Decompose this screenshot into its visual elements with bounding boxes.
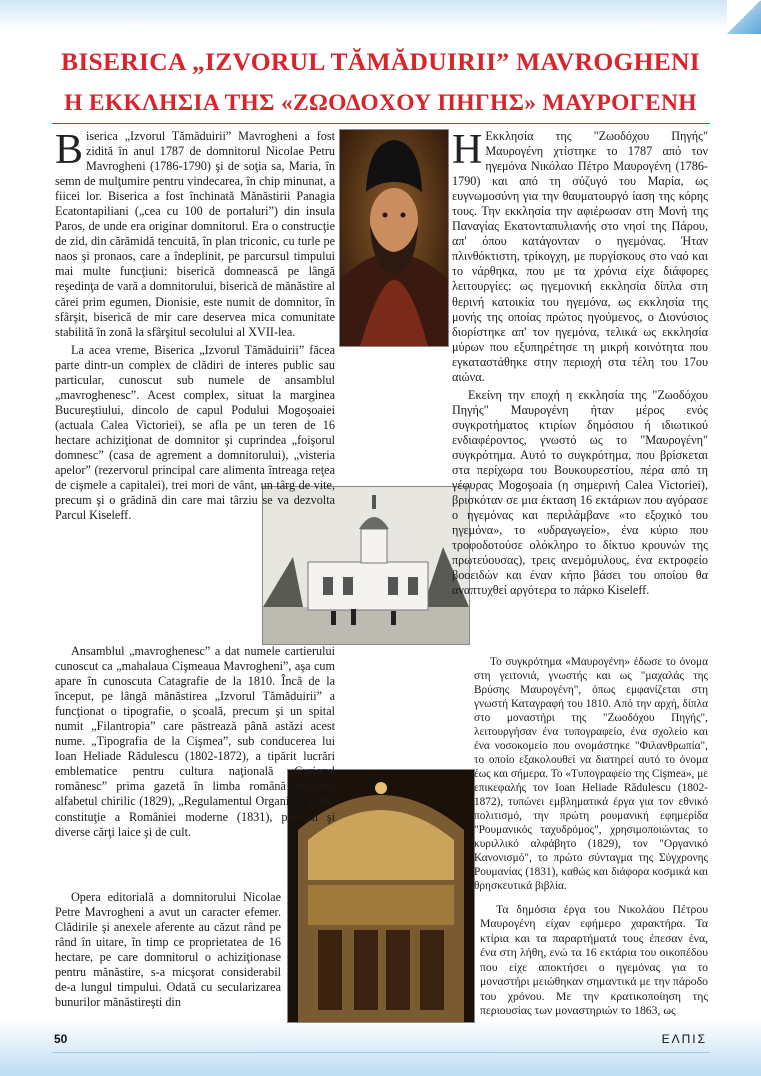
ro-paragraph-3: Ansamblul „mavroghenesc” a dat numele cartierului cunoscut ca „mahalaua Cişmeaua Mavrogheni”, aşa cum apare în cunoscuta Catagrafie de la 1810. Încă de la început, pe lângă mănăstirea „Izvorul Tămăduirii” a funcţionat o tipografie, o şcoală, precum şi un spital numit „Filantropia” care păstrează până astăzi acest nume. „Tipografia de la Cişmea”, sub conducerea lui Ioan Heliade Rădulescu (1802-1872), a tipărit lucrări emblematice pentru cultura naţională „Curierul românesc” prima gazetă în limba română folosind alfabetul chirilic (1829), „Regulamentul Organic”, prima constituţie a României moderne (1831), precum şi diverse cărţi laice şi de cult. (55, 644, 335, 839)
gr-paragraph-2: Εκείνη την εποχή η εκκλησία της "Ζωοδόχου Πηγής" Μαυρογένη ήταν μέρος ενός συγκροτήματος κτιρίων δημόσιου ή ιδιωτικού ενδιαφέροντος, γνωστό ως το "Μαυρογένη" συγκρότημα. Αυτό το συγκρότημα, που βρίσκεται στα περίχωρα του Βουκουρεστίου, πέρα από τη γέφυρας Mogoşoaia (η σημερινή Calea Victoriei), βρισκόταν σε μια έκταση 16 εκτάριων που αγόρασε ο ηγεμόνας και περιλάμβανε «το εξοχικό του ηγεμόνα», το «υδραγωγείο», ένα κύριο που τροφοδοτούσε ολόκληρο το δίκτυο κρουνών της πρωτεύουσας), τρεις ανεμόμυλους, ένα εκτροφείο βοοειδών και έναν κήπο βάσει του οποίου θα αναπτυχθεί αργότερα το πάρκο Kiseleff. (452, 387, 708, 598)
ro-paragraph-4: Opera editorială a domnitorului Nicolae Petre Mavrogheni a avut un caracter efemer. Clădirile şi anexele aferente au căzut rând pe rând în uitare, în timp ce proprietatea de 16 hectare, pe care domnitorul o achiziţionase pentru mănăstire, s-a micşorat considerabil de-a lungul timpului. Odată cu secularizarea bunurilor mănăstireşti din (55, 890, 281, 1010)
title-divider (52, 123, 710, 124)
greek-column-lower (474, 656, 708, 896)
greek-column (452, 129, 708, 601)
ro-paragraph-1: Biserica „Izvorul Tămăduirii” Mavrogheni a fost zidită în anul 1787 de domnitorul Nicolae Petru Mavrogheni (1786-1790) şi de soţia sa, Maria, în semn de mulţumire pentru vindecarea, în chip minunat, a fiicei lor. Biserica a fost închinată Mănăstirii Panagia Ecatontapiliani („cea cu 100 de portaluri”) din insula Paros, de unde era originar domnitorul. Era o construcţie de zid, din cărămidă tencuită, în plan triconic, cu turle pe naos şi pronaos, care a îndeplinit, pe parcursul timpului mai multe funcţiuni: biserică domnească pe lângă reşedinţa de vară a domnitorului, biserică de mănăstire al cărei prim egumen, Dionisie, este numit de domnitor, în sfârşit, biserică de mir care deservea mica comunitate stabilită în zonă la sfârşitul secolului al XVII-lea. (55, 127, 335, 339)
page-title-romanian: BISERICA „IZVORUL TĂMĂDUIRII” MAVROGHENI (61, 47, 700, 76)
gr-paragraph-3: Το συγκρότημα «Μαυρογένη» έδωσε το όνομα στη γειτονιά, γνωστής και ως "μαχαλάς της Βρύσης Μαυρογένη", όπως εμφανίζεται στη γνωστή Καταγραφή του 1810. Από την αρχή, δίπλα στο μοναστήρι της "Ζωοδόχου Πηγής", λειτουργήσαν ένα τυπογραφείο, ένα σχολείο και ένα νοσοκομείο που ονομάστηκε "Φιλανθρωπία", το οποίο εξακολουθεί να διατηρεί αυτό το όνομα έως και σήμερα. Το «Τυπογραφείο της Cişmea», με επικεφαλής τον Ioan Heliade Rădulescu (1802-1872), τυπώνει εμβληματικά έργα για τον εθνικό πολιτισμό, την πρώτη ρουμανική εφημερίδα "Ρουμανικός ταχυδρόμος", χρησιμοποιώντας το κυριλλικό αλφάβητο (1829), τον "Οργανικό Κανονισμό", το πρώτο σύνταγμα της Σύγχρονης Ρουμανίας (1831), καθώς και διάφορα κοσμικά και θρησκευτικά βιβλία. (474, 656, 708, 892)
magazine-name: ΕΛΠΙΣ (661, 1032, 707, 1046)
page-number: 50 (54, 1032, 68, 1046)
gr-drop-cap: Η (452, 127, 483, 173)
corner-decoration (727, 0, 761, 34)
romanian-column (55, 129, 335, 526)
footer-divider (52, 1052, 710, 1053)
gr-paragraph-4: Τα δημόσια έργα του Νικολάου Πέτρου Μαυρογένη είχαν εφήμερο χαρακτήρα. Τα κτίρια και τα παραρτήματά τους έπεσαν ένα, ένα στη λήθη, ενώ τα 16 εκτάρια του οικοπέδου που είχε αποκτήσει ο ηγεμόνας για το μοναστήρι μειώθηκαν σημαντικά με την πάροδο του χρόνου. Με την κρατικοποίηση της περιουσίας των μοναστηριών το 1863, ως (480, 903, 708, 1018)
portrait-photo (339, 129, 449, 347)
romanian-column-bottom (55, 890, 281, 1013)
romanian-column-lower (55, 644, 335, 843)
gr-paragraph-1: Η Εκκλησία της "Ζωοδόχου Πηγής" Μαυρογένη χτίστηκε το 1787 από τον ηγεμόνα Νικόλαο Πέτρο Μαυρογένη (1786-1790) και από τη σύζυγό του Μαρία, ως ευγνωμοσύνη για την θαυματουργό ίαση της κόρης τους. Την εκκλησία την αφιέρωσαν στη Μονή της Παναγίας Εκατονταπυλιανής στο νησί της Πάρου, απ' όπου κατάγονταν ο ηγεμόνας. Ήταν πλινθόκτιστη, τρίκογχη, με πυργίσκους στο ναό και το νάρθηκα, που με τα χρόνια είχε διάφορες λειτουργίες: ως ηγεμονική εκκλησία δίπλα στη θερινή κατοικία του ηγεμόνα, ως εκκλησία της μονής της οποίας πρώτος ηγούμενος, ο Διονύσιος διορίστηκε απ' τον ηγεμόνα, τελικά ως εκκλησία μύρων που εξυπηρέτησε τη μικρή κοινότητα που εγκαταστάθηκε στην περιοχή στα τέλη του 17ου αιώνα. (452, 127, 708, 384)
greek-column-bottom (480, 903, 708, 1022)
ro-drop-cap: B (55, 127, 84, 173)
ro-paragraph-2: La acea vreme, Biserica „Izvorul Tămăduirii” făcea parte dintr-un complex de clădiri de interes public sau particular, cunoscut sub numele de ansamblul „mavroghenesc”. Acest complex, situat la marginea Bucureştiului, dincolo de capul Podului Mogoşoaiei (actuala Calea Victoriei), se afla pe un teren de 16 hectare achiziţionat de domnitor şi cuprindea „foişorul domnesc” (casa de agrement a domnitorului), „visteria apelor” (rezervorul principal care alimenta întreaga reţea de cişmele a capitalei), trei mori de vânt, un târg de vite, precum şi o grădină din care mai târziu se va dezvolta Parcul Kiseleff. (55, 342, 335, 523)
page-title-greek: Η ΕΚΚΛΗΣΙΑ ΤΗΣ «ΖΩΟΔΟΧΟΥ ΠΗΓΗΣ» ΜΑΥΡΟΓΕΝΗ (64, 90, 697, 116)
